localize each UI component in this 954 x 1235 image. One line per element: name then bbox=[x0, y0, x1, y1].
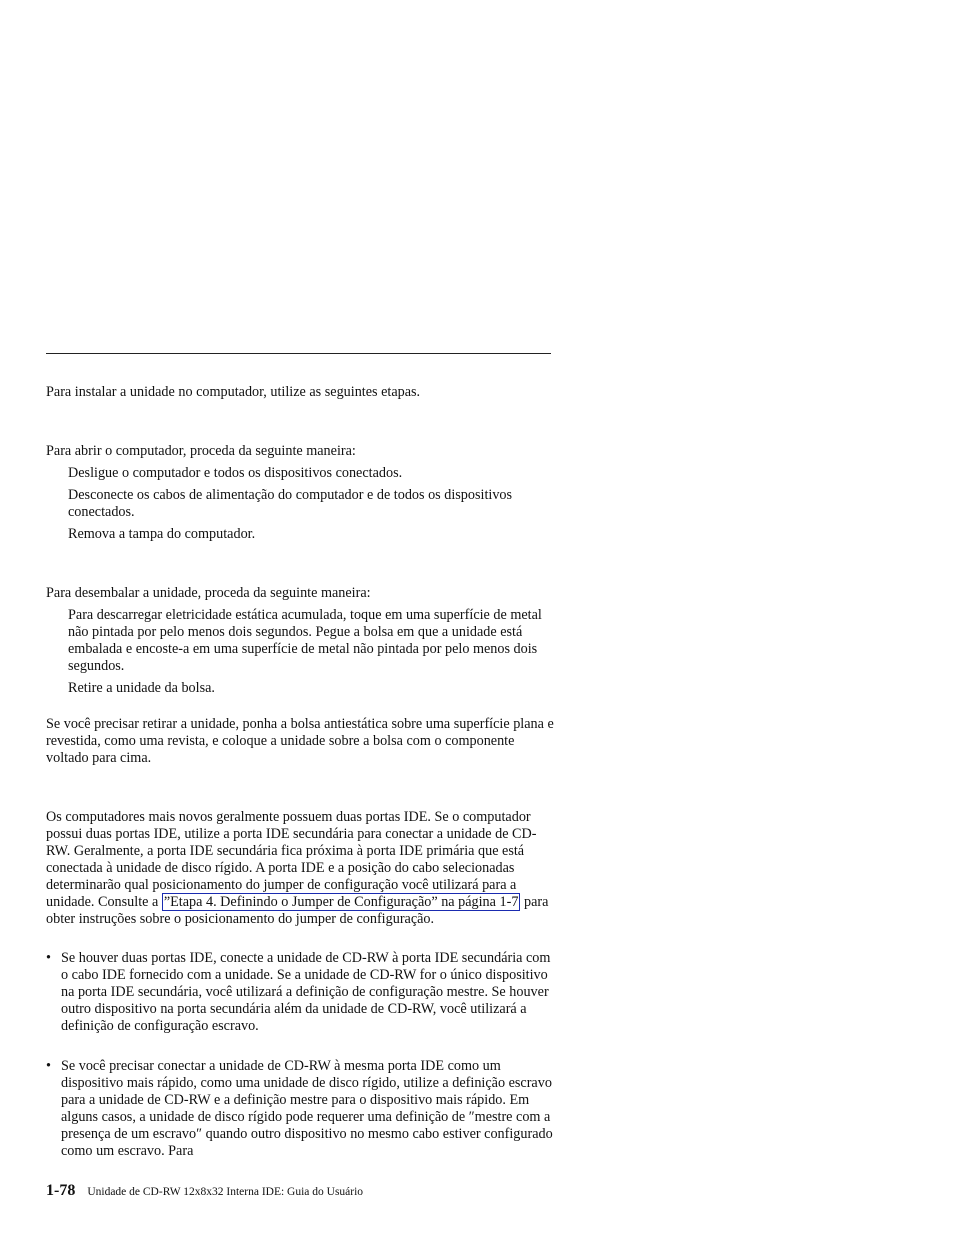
section-divider bbox=[46, 353, 551, 354]
unpack-note: Se você precisar retirar a unidade, ponha a bolsa antiestática sobre uma superfície plana e revestida, como uma revista, e coloque a unidade sobre a bolsa com o componente voltado para cima. bbox=[46, 716, 554, 766]
unpack-step-2: Retire a unidade da bolsa. bbox=[68, 680, 215, 696]
bullet-marker: • bbox=[46, 1058, 51, 1074]
ide-paragraph-after: para obter instruções sobre o posicionamento do jumper de configuração. bbox=[46, 894, 549, 927]
ide-bullet-2-text: Se você precisar conectar a unidade de CD-RW à mesma porta IDE como um dispositivo mais rápido, como uma unidade de disco rígido, utilize a definição escravo para a unidade de CD-RW e a definição mestre para o dispositivo mais rápido. Em alguns casos, a unidade de disco rígido pode requerer uma definição de ″mestre com a presença de um escravo″ quando outro dispositivo no mesmo cabo estiver configurado como um escravo. Para bbox=[61, 1058, 553, 1159]
open-step-2: Desconecte os cabos de alimentação do computador e de todos os dispositivos conectados. bbox=[68, 487, 513, 520]
open-step-3: Remova a tampa do computador. bbox=[68, 526, 256, 542]
open-computer-lead: Para abrir o computador, proceda da seguinte maneira: bbox=[46, 443, 356, 459]
step-4-jumper-link[interactable]: ”Etapa 4. Definindo o Jumper de Configuração” na página 1-7 bbox=[163, 894, 519, 910]
ide-paragraph bbox=[46, 809, 556, 928]
ide-bullet-1 bbox=[46, 950, 556, 1035]
intro-text: Para instalar a unidade no computador, utilize as seguintes etapas. bbox=[46, 384, 421, 400]
bullet-marker: • bbox=[46, 950, 51, 966]
ide-bullet-2 bbox=[46, 1058, 556, 1160]
footer-title: Unidade de CD-RW 12x8x32 Interna IDE: Guia do Usuário bbox=[87, 1186, 364, 1198]
ide-paragraph-before: Os computadores mais novos geralmente possuem duas portas IDE. Se o computador possui duas portas IDE, utilize a porta IDE secundária para conectar a unidade de CD-RW. Geralmente, a porta IDE secundária fica próxima à porta IDE primária que está conectada à unidade de disco rígido. A porta IDE e a posição do cabo selecionadas determinarão qual posicionamento do jumper de configuração você utilizará para a unidade. Consulte a bbox=[46, 809, 537, 910]
page-number: 1-78 bbox=[46, 1182, 76, 1199]
open-step-1: Desligue o computador e todos os dispositivos conectados. bbox=[68, 465, 403, 481]
ide-bullet-1-text: Se houver duas portas IDE, conecte a unidade de CD-RW à porta IDE secundária com o cabo IDE fornecido com a unidade. Se a unidade de CD-RW for o único dispositivo na porta IDE secundária, você utilizará a definição de configuração mestre. Se houver outro dispositivo na porta secundária além da unidade de CD-RW, você utilizará a definição de configuração escravo. bbox=[61, 950, 551, 1034]
unpack-lead: Para desembalar a unidade, proceda da seguinte maneira: bbox=[46, 585, 371, 601]
page-footer bbox=[46, 1181, 363, 1202]
unpack-step-1: Para descarregar eletricidade estática acumulada, toque em uma superfície de metal não pintada por pelo menos dois segundos. Pegue a bolsa em que a unidade está embalada e encoste-a em uma superfície de metal não pintada por pelo menos dois segundos. bbox=[68, 607, 542, 674]
